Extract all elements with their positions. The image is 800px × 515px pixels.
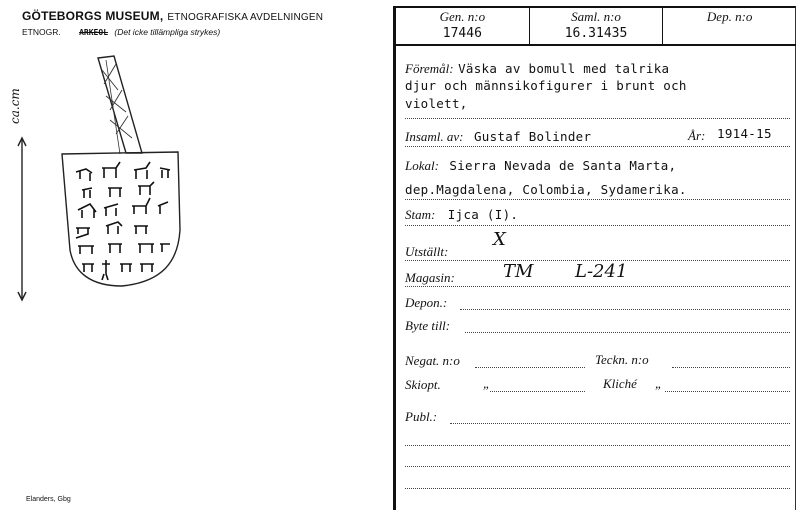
magasin-handwritten-code: TM xyxy=(503,261,534,282)
lokal-label: Lokal: xyxy=(405,158,439,173)
header-subline xyxy=(22,27,220,37)
gen-number-value: 17446 xyxy=(442,26,482,41)
foremal-row xyxy=(405,60,790,78)
saml-number-value: 16.31435 xyxy=(564,26,628,41)
ar-value: 1914-15 xyxy=(717,126,772,141)
stam-label: Stam: xyxy=(405,207,436,222)
negat-label: Negat. n:o xyxy=(405,353,460,368)
skiopt-line xyxy=(490,391,585,392)
stam-line xyxy=(405,225,790,226)
insaml-label: Insaml. av: xyxy=(405,129,464,144)
ethnography-label: ETNOGR. xyxy=(22,27,61,37)
stam-value: Ijca (I). xyxy=(447,207,519,222)
department-name: ETNOGRAFISKA AVDELNINGEN xyxy=(167,12,324,23)
magasin-handwritten-number: L-241 xyxy=(575,261,628,282)
kliche-line xyxy=(665,391,790,392)
museum-header xyxy=(22,9,323,23)
lokal-line-2: dep.Magdalena, Colombia, Sydamerika. xyxy=(405,182,687,197)
publ-line-1 xyxy=(450,423,790,424)
strike-note: (Det icke tillämpliga strykes) xyxy=(114,27,221,37)
lokal-line xyxy=(405,199,790,200)
foremal-line-2: djur och männsikofigurer i brunt och xyxy=(405,78,687,93)
publ-line-4 xyxy=(405,488,790,489)
ar-label: År: xyxy=(688,128,706,143)
insaml-line xyxy=(405,146,790,147)
number-columns xyxy=(396,8,796,46)
publ-label: Publ.: xyxy=(405,409,438,424)
foremal-blank-line xyxy=(405,118,790,119)
foremal-label: Föremål: xyxy=(405,61,454,76)
struck-archaeology-label: ARKEOL xyxy=(79,28,109,37)
byte-label: Byte till: xyxy=(405,318,451,333)
museum-name: GÖTEBORGS MUSEUM, xyxy=(22,9,164,23)
insaml-row xyxy=(405,128,790,146)
teckn-line xyxy=(672,367,790,368)
depon-label: Depon.: xyxy=(405,295,448,310)
utstallt-label: Utställt: xyxy=(405,244,449,259)
utstallt-handwritten-mark: X xyxy=(493,229,506,250)
teckn-label: Teckn. n:o xyxy=(595,352,649,367)
foremal-line-3: violett, xyxy=(405,96,468,111)
dep-number-column xyxy=(663,8,796,44)
gen-number-label: Gen. n:o xyxy=(439,9,486,24)
skiopt-label: Skiopt. xyxy=(405,377,441,392)
lokal-line-1: Sierra Nevada de Santa Marta, xyxy=(449,158,677,173)
byte-line xyxy=(465,332,790,333)
stam-row xyxy=(405,206,790,224)
gen-number-column xyxy=(396,8,530,44)
negat-line xyxy=(475,367,585,368)
bag-sketch xyxy=(10,50,190,310)
magasin-row xyxy=(405,261,790,287)
foremal-line-1: Väska av bomull med talrika xyxy=(458,61,670,76)
lokal-row xyxy=(405,157,790,175)
publ-line-2 xyxy=(405,445,790,446)
publ-line-3 xyxy=(405,466,790,467)
insaml-value: Gustaf Bolinder xyxy=(473,129,592,144)
kliche-ditto-mark: „ xyxy=(655,376,663,391)
utstallt-row xyxy=(405,229,790,261)
kliche-label: Kliché xyxy=(603,376,637,391)
printer-imprint: Elanders, Gbg xyxy=(26,496,71,503)
magasin-line xyxy=(405,286,790,287)
magasin-label: Magasin: xyxy=(405,270,455,285)
skiopt-ditto-mark: „ xyxy=(483,376,491,391)
depon-line xyxy=(460,309,790,310)
saml-number-column xyxy=(530,8,664,44)
sketch-scale-label: ca.cm xyxy=(8,88,22,124)
saml-number-label: Saml. n:o xyxy=(571,9,621,24)
dep-number-label: Dep. n:o xyxy=(706,9,753,24)
